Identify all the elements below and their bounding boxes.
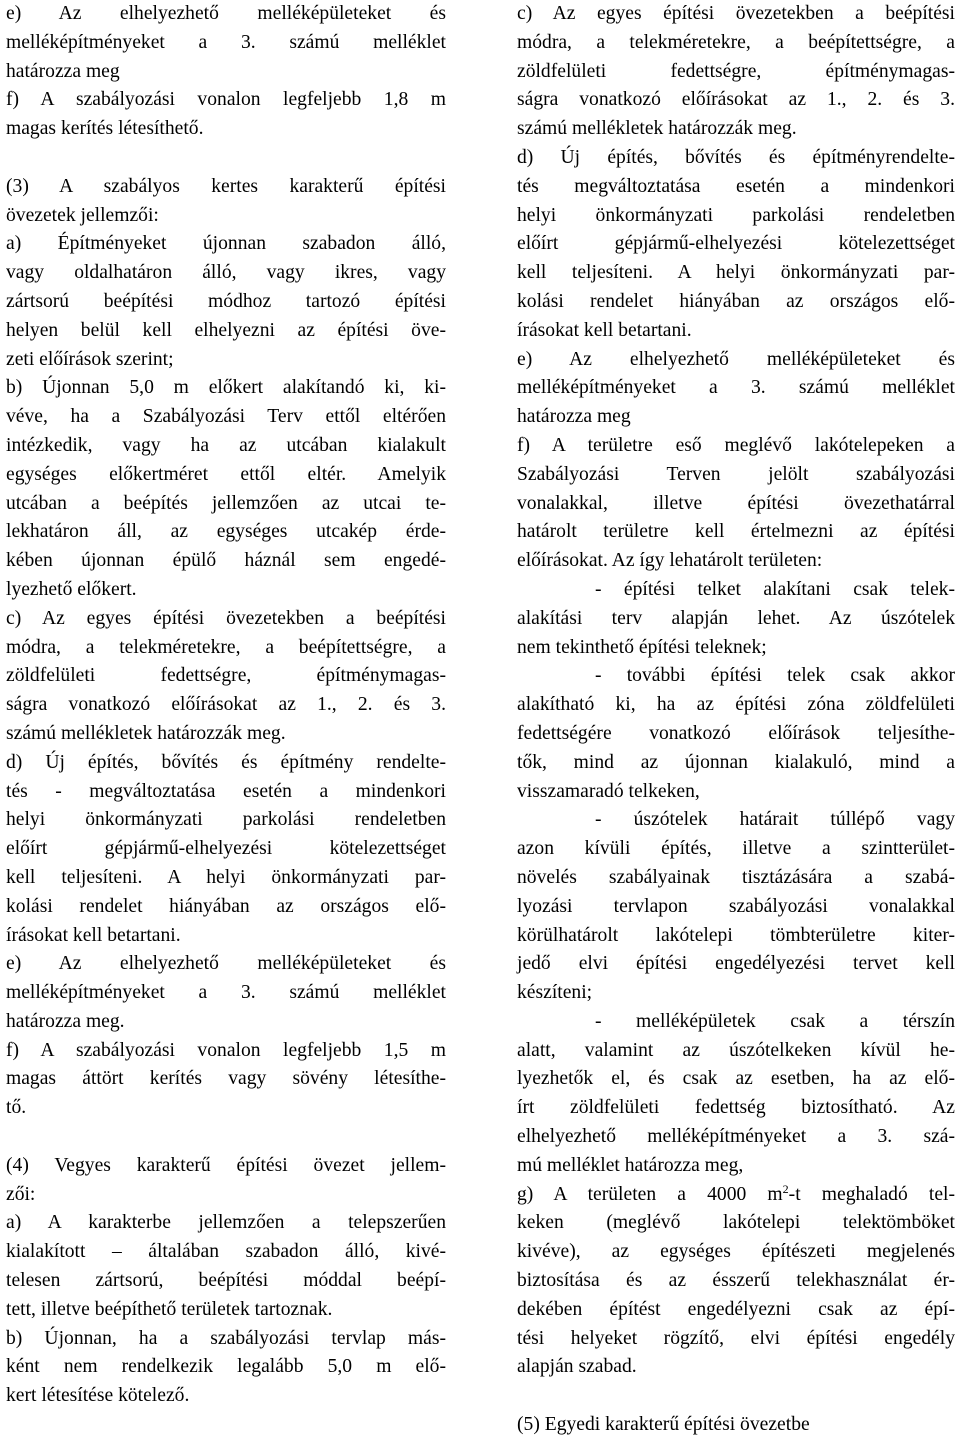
text-line: b) Újonnan, ha a szabályozási tervlap más- — [6, 1327, 446, 1349]
text-line: alapján szabad. — [517, 1356, 637, 1378]
text-line: kivéve), az egységes építészeti megjelenés — [517, 1241, 955, 1263]
paragraph-gap — [6, 144, 446, 173]
text-line: zöldfelületi fedettségre, építménymagas- — [517, 60, 955, 82]
text-line: e) Az elhelyezhető melléképületeket és — [6, 953, 446, 975]
text-line: nem tekinthető építési teleknek; — [517, 636, 767, 658]
text-line: Szabályozási Terven jelölt szabályozási — [517, 463, 955, 485]
text-line: helyi önkormányzati parkolási rendeletben — [6, 809, 446, 831]
text-line: számú mellékletek határozzák meg. — [6, 722, 286, 744]
text-line: módra, a telekméretekre, a beépítettségre, a — [517, 31, 955, 53]
text-line: - építési telket alakítani csak telek- — [595, 578, 955, 600]
text-line: biztosítása és az ésszerű telekhasználat ér- — [517, 1270, 955, 1292]
text-line: írásokat kell betartani. — [517, 319, 692, 341]
text-line: tett, illetve beépíthető területek tartoznak. — [6, 1298, 333, 1320]
text-line: határozza meg. — [6, 1010, 125, 1032]
text-line: - további építési telek csak akkor — [595, 665, 955, 687]
left-text-column — [6, 0, 446, 1411]
text-line: melléképítményeket a 3. számú melléklet — [6, 31, 446, 53]
text-line: zöldfelületi fedettségre, építménymagas- — [6, 665, 446, 687]
text-line: írt zöldfelületi fedettség biztosítható. Az — [517, 1097, 955, 1119]
text-line: dekében építést engedélyezni csak az épí- — [517, 1298, 955, 1320]
text-line: d) Új építés, bővítés és építményrendelte- — [517, 146, 955, 168]
text-line: utcában a beépítés jellemzően az utcai te- — [6, 492, 446, 514]
text-line: kell teljesíteni. A helyi önkormányzati par- — [517, 262, 955, 284]
text-line: jedő elvi építési engedélyezési tervet kell — [517, 953, 955, 975]
text-line: lyozási tervlapon szabályozási vonalakkal — [517, 895, 955, 917]
text-line: vonalakkal, illetve építési övezethatárral — [517, 492, 955, 514]
text-line: c) Az egyes építési övezetekben a beépítési — [517, 3, 955, 24]
text-line: kében újonnan épülő háznál sem engedé- — [6, 550, 446, 572]
text-line: előírt gépjármű-elhelyezési kötelezettséget — [517, 233, 955, 255]
text-line: fedettségére vonatkozó előírások teljesíthe- — [517, 722, 955, 744]
text-line: (5) Egyedi karakterű építési övezetbe — [517, 1414, 810, 1436]
text-line: kolási rendelet hiányában az országos elő- — [6, 895, 446, 917]
text-line: mú melléklet határozza meg, — [517, 1154, 744, 1176]
text-line: e) Az elhelyezhető melléképületeket és — [517, 348, 955, 370]
text-line: intézkedik, vagy ha az utcában kialakult — [6, 434, 446, 456]
text-line: azon kívüli építés, illetve a szintterület- — [517, 838, 955, 860]
text-line: zártsorú beépítési módhoz tartozó építési — [6, 290, 446, 312]
text-line: ként nem rendelkezik legalább 5,0 m elő- — [6, 1356, 446, 1378]
text-line: előírásokat. Az így lehatárolt területen: — [517, 550, 823, 572]
text-line: f) A területre eső meglévő lakótelepeken a — [517, 434, 955, 456]
text-line — [517, 1181, 955, 1210]
text-line: helyen belül kell elhelyezni az építési öve- — [6, 319, 446, 341]
text-line: melléképítményeket a 3. számú melléklet — [6, 982, 446, 1004]
text-line: melléképítményeket a 3. számú melléklet — [517, 377, 955, 399]
text-line: f) A szabályozási vonalon legfeljebb 1,8 m — [6, 89, 446, 111]
text-line: f) A szabályozási vonalon legfeljebb 1,5 m — [6, 1039, 446, 1061]
text-line: körülhatárolt lakótelepi tömbterületre kiter- — [517, 924, 955, 946]
text-line: telesen zártsorú, beépítési móddal beépí- — [6, 1270, 446, 1292]
text-line: véve, ha a Szabályozási Terv ettől eltérően — [6, 406, 446, 428]
text-line: magas kerítés létesíthető. — [6, 118, 204, 140]
text-line: kert létesítése kötelező. — [6, 1385, 190, 1407]
text-line: tők, mind az újonnan kialakuló, mind a — [517, 751, 955, 773]
text-line: keken (meglévő lakótelepi telektömböket — [517, 1212, 955, 1234]
text-line: írásokat kell betartani. — [6, 924, 181, 946]
text-line: vagy oldalhatáron álló, vagy ikres, vagy — [6, 262, 446, 284]
text-line: zeti előírások szerint; — [6, 348, 174, 370]
text-line: kell teljesíteni. A helyi önkormányzati par- — [6, 866, 446, 888]
paragraph-gap — [6, 1123, 446, 1152]
text-line: magas áttört kerítés vagy sövény létesíthe- — [6, 1068, 446, 1090]
text-line: alakítható ki, ha az építési zóna zöldfelületi — [517, 694, 955, 716]
text-line: lekhatáron áll, az egységes utcakép érde- — [6, 521, 446, 543]
text-line: övezetek jellemzői: — [6, 204, 159, 226]
text-line: - úszótelek határait túllépő vagy — [595, 809, 955, 831]
text-line: elhelyezhető melléképítményeket a 3. szá- — [517, 1126, 955, 1148]
text-line: - melléképületek csak a térszín — [595, 1010, 955, 1032]
superscript: 2 — [782, 1181, 789, 1196]
text-line: módra, a telekméretekre, a beépítettségre, a — [6, 636, 446, 658]
text-line: helyi önkormányzati parkolási rendeletben — [517, 204, 955, 226]
text-line: növelés szabályainak tisztázására a szabá- — [517, 866, 955, 888]
text-line: határozza meg — [517, 406, 631, 428]
text-line: e) Az elhelyezhető melléképületeket és — [6, 3, 446, 24]
text-line: b) Újonnan 5,0 m előkert alakítandó ki, ki- — [6, 377, 446, 399]
text-line: határolt területre kell értelmezni az építési — [517, 521, 955, 543]
text-line: alakítási terv alapján lehet. Az úszótelek — [517, 607, 955, 629]
text-line: kialakított – általában szabadon álló, kivé- — [6, 1241, 446, 1263]
text-line: lyezhetők el, és csak az esetben, ha az elő- — [517, 1068, 955, 1090]
text-line: a) Építményeket újonnan szabadon álló, — [6, 233, 446, 255]
text-line: zői: — [6, 1183, 36, 1205]
text-line: készíteni; — [517, 982, 593, 1004]
text-line: ságra vonatkozó előírásokat az 1., 2. és 3. — [6, 694, 446, 716]
text-line: alatt, valamint az úszótelkeken kívül he- — [517, 1039, 955, 1061]
text-line: tés megváltoztatása esetén a mindenkori — [517, 175, 955, 197]
text-line: tő. — [6, 1097, 27, 1119]
text-line: (4) Vegyes karakterű építési övezet jellem- — [6, 1154, 446, 1176]
text-fragment: -t meghaladó tel- — [788, 1183, 955, 1205]
text-fragment: g) A területen a 4000 m — [517, 1183, 783, 1205]
text-line: c) Az egyes építési övezetekben a beépítési — [6, 607, 446, 629]
text-line: d) Új építés, bővítés és építmény rendelte- — [6, 751, 446, 773]
text-line: ságra vonatkozó előírásokat az 1., 2. és 3. — [517, 89, 955, 111]
text-line: számú mellékletek határozzák meg. — [517, 118, 797, 140]
text-line: lyezhető előkert. — [6, 578, 137, 600]
text-line: egységes előkertméret ettől eltér. Amelyik — [6, 463, 446, 485]
text-line: tés - megváltoztatása esetén a mindenkori — [6, 780, 446, 802]
text-line: előírt gépjármű-elhelyezési kötelezettséget — [6, 838, 446, 860]
text-line: tési helyeket rögzítő, elvi építési engedély — [517, 1327, 955, 1349]
text-line: (3) A szabályos kertes karakterű építési — [6, 175, 446, 197]
text-line: kolási rendelet hiányában az országos elő- — [517, 290, 955, 312]
text-line: a) A karakterbe jellemzően a telepszerűen — [6, 1212, 446, 1234]
text-line: határozza meg — [6, 60, 120, 82]
text-line: visszamaradó telkeken, — [517, 780, 700, 802]
paragraph-gap — [517, 1382, 955, 1411]
right-text-column — [517, 0, 955, 1440]
